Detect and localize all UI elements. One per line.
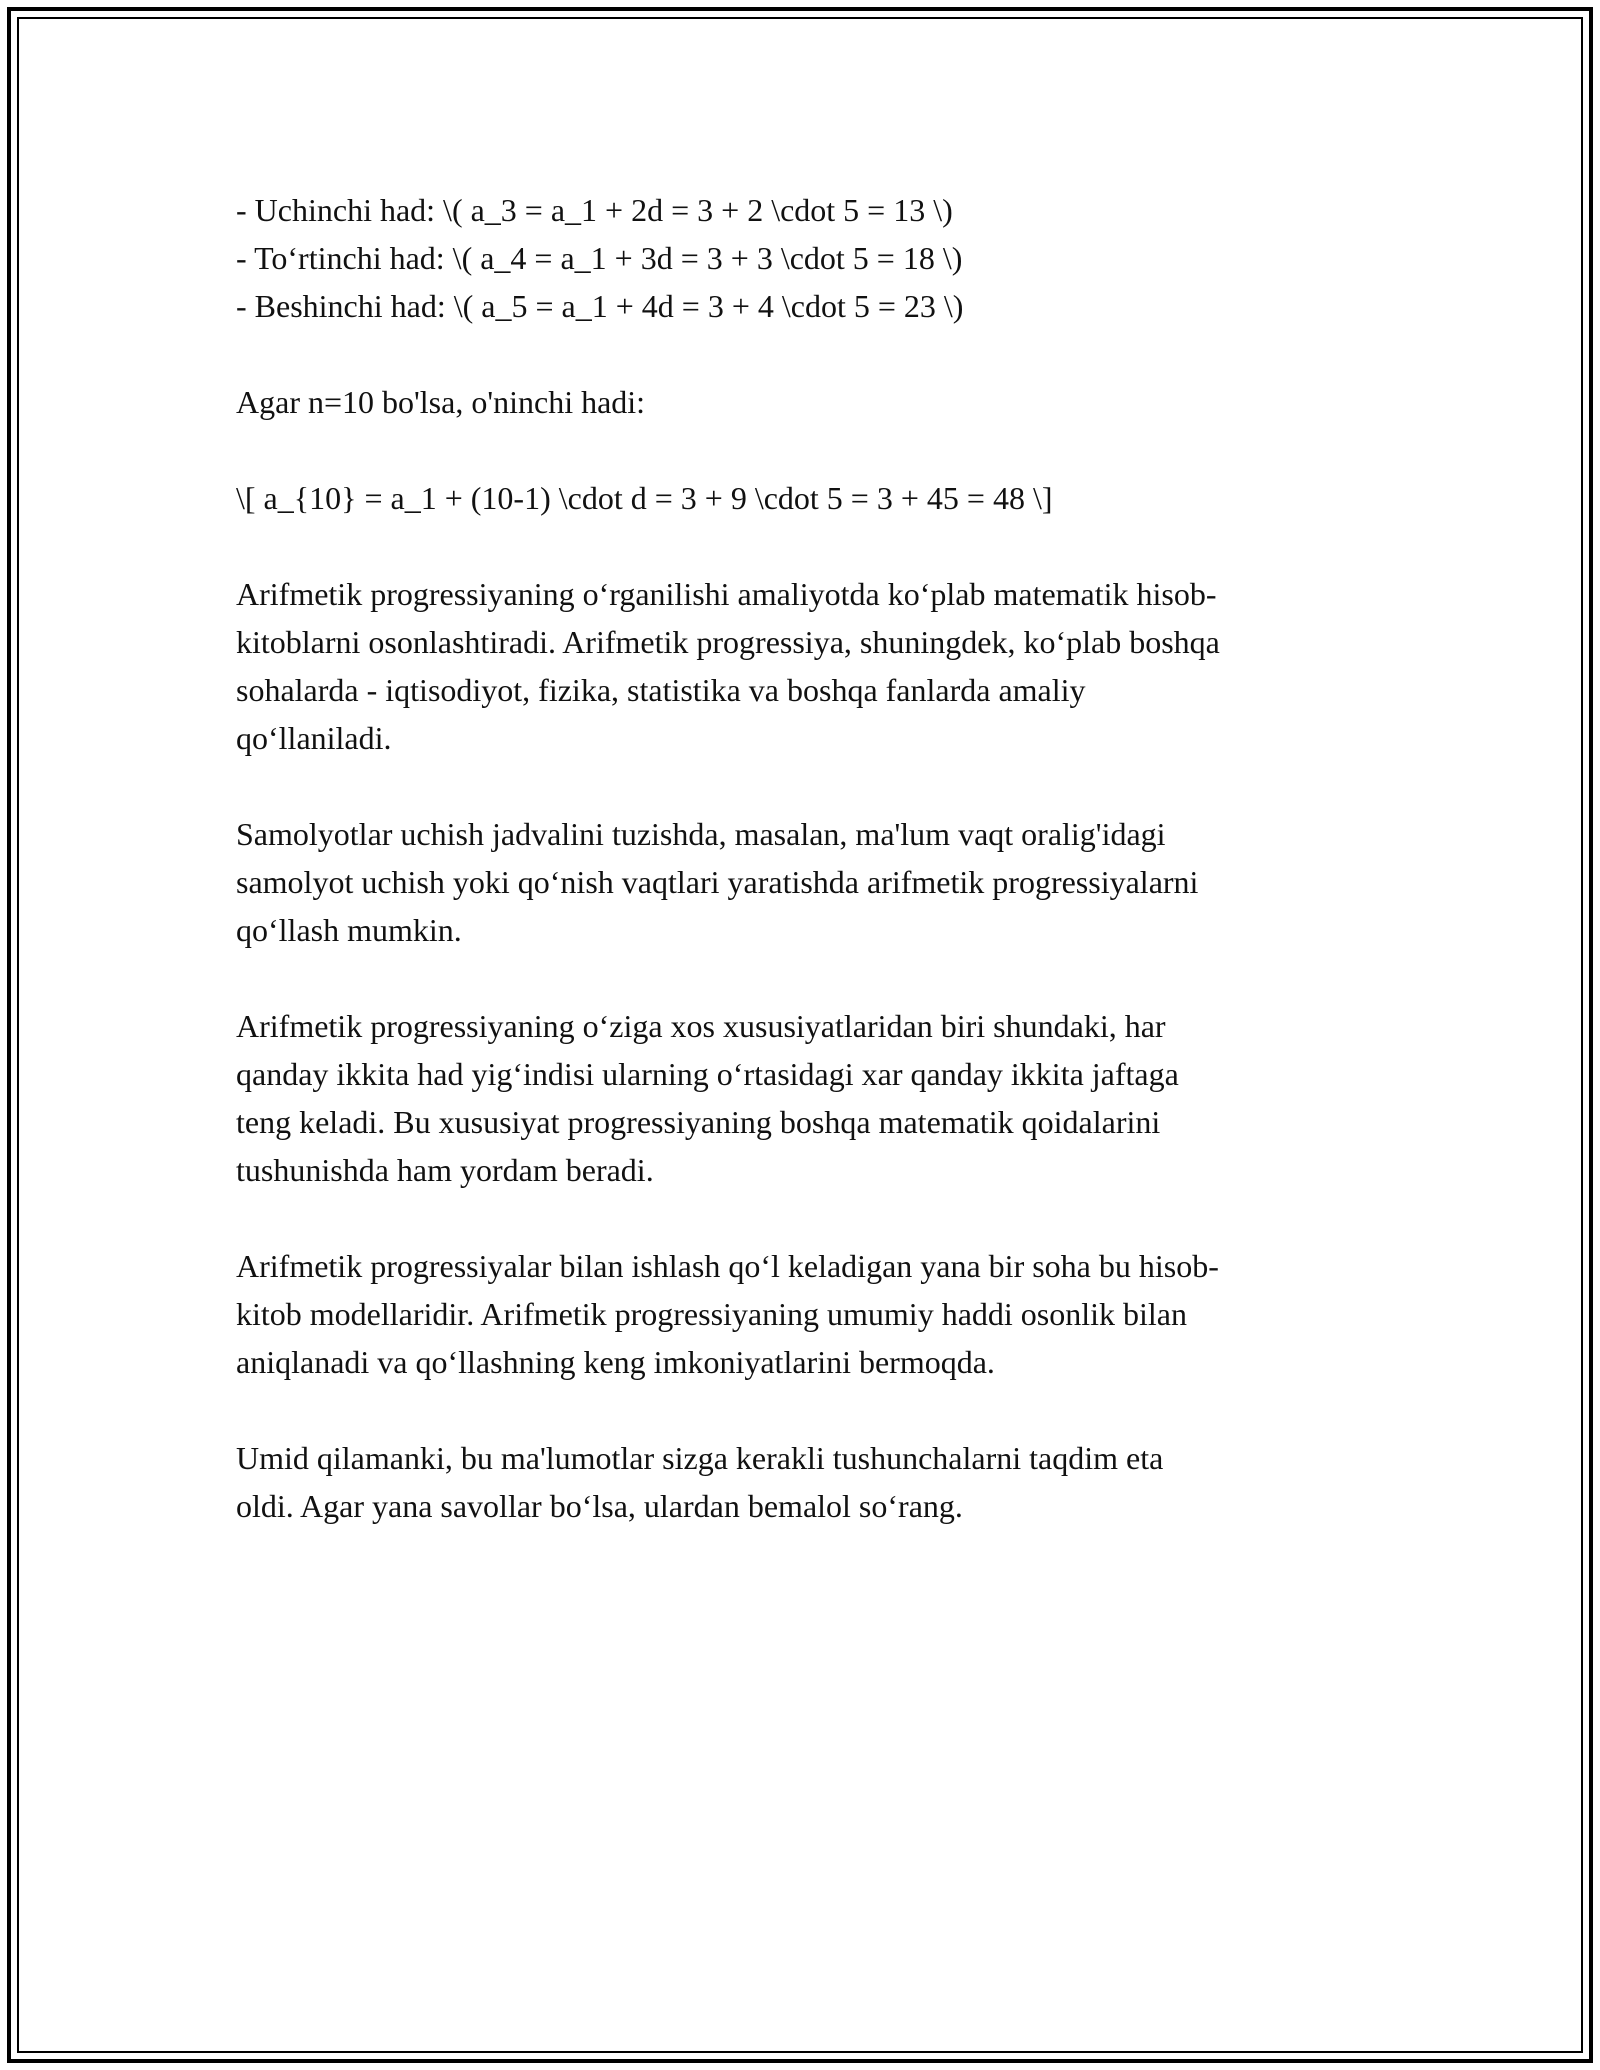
- paragraph-property: [236, 1002, 1376, 1194]
- intro-paragraph: [236, 378, 1376, 426]
- formula-paragraph: [236, 474, 1376, 522]
- paragraph-line: qo‘llaniladi.: [236, 720, 392, 756]
- paragraph-line: qanday ikkita had yig‘indisi ularning o‘rtasidagi xar qanday ikkita jaftaga: [236, 1056, 1179, 1092]
- list-item-fourth-term: - To‘rtinchi had: \( a_4 = a_1 + 3d = 3 + 3 \cdot 5 = 18 \): [236, 240, 963, 276]
- document-body: [236, 186, 1376, 1578]
- paragraph-line: sohalarda - iqtisodiyot, fizika, statistika va boshqa fanlarda amaliy: [236, 672, 1086, 708]
- terms-list: [236, 186, 1376, 330]
- formula-a10: \[ a_{10} = a_1 + (10-1) \cdot d = 3 + 9 \cdot 5 = 3 + 45 = 48 \]: [236, 480, 1053, 516]
- paragraph-line: kitoblarni osonlashtiradi. Arifmetik progressiya, shuningdek, ko‘plab boshqa: [236, 624, 1220, 660]
- paragraph-closing: [236, 1434, 1376, 1530]
- paragraph-line: Arifmetik progressiyalar bilan ishlash qo‘l keladigan yana bir soha bu hisob-: [236, 1248, 1219, 1284]
- paragraph-line: Arifmetik progressiyaning o‘rganilishi amaliyotda ko‘plab matematik hisob-: [236, 576, 1217, 612]
- list-item-third-term: - Uchinchi had: \( a_3 = a_1 + 2d = 3 + 2 \cdot 5 = 13 \): [236, 192, 953, 228]
- paragraph-line: aniqlanadi va qo‘llashning keng imkoniyatlarini bermoqda.: [236, 1344, 995, 1380]
- paragraph-line: Samolyotlar uchish jadvalini tuzishda, masalan, ma'lum vaqt oralig'idagi: [236, 816, 1166, 852]
- paragraph-models: [236, 1242, 1376, 1386]
- paragraph-line: oldi. Agar yana savollar bo‘lsa, ulardan bemalol so‘rang.: [236, 1488, 963, 1524]
- paragraph-line: kitob modellaridir. Arifmetik progressiyaning umumiy haddi osonlik bilan: [236, 1296, 1187, 1332]
- paragraph-line: tushunishda ham yordam beradi.: [236, 1152, 654, 1188]
- intro-text: Agar n=10 bo'lsa, o'ninchi hadi:: [236, 384, 646, 420]
- paragraph-line: samolyot uchish yoki qo‘nish vaqtlari yaratishda arifmetik progressiyalarni: [236, 864, 1199, 900]
- paragraph-line: teng keladi. Bu xususiyat progressiyaning boshqa matematik qoidalarini: [236, 1104, 1161, 1140]
- paragraph-line: Arifmetik progressiyaning o‘ziga xos xususiyatlaridan biri shundaki, har: [236, 1008, 1166, 1044]
- paragraph-applications: [236, 570, 1376, 762]
- paragraph-line: qo‘llash mumkin.: [236, 912, 462, 948]
- paragraph-flight-schedule: [236, 810, 1376, 954]
- paragraph-line: Umid qilamanki, bu ma'lumotlar sizga kerakli tushunchalarni taqdim eta: [236, 1440, 1164, 1476]
- list-item-fifth-term: - Beshinchi had: \( a_5 = a_1 + 4d = 3 + 4 \cdot 5 = 23 \): [236, 288, 964, 324]
